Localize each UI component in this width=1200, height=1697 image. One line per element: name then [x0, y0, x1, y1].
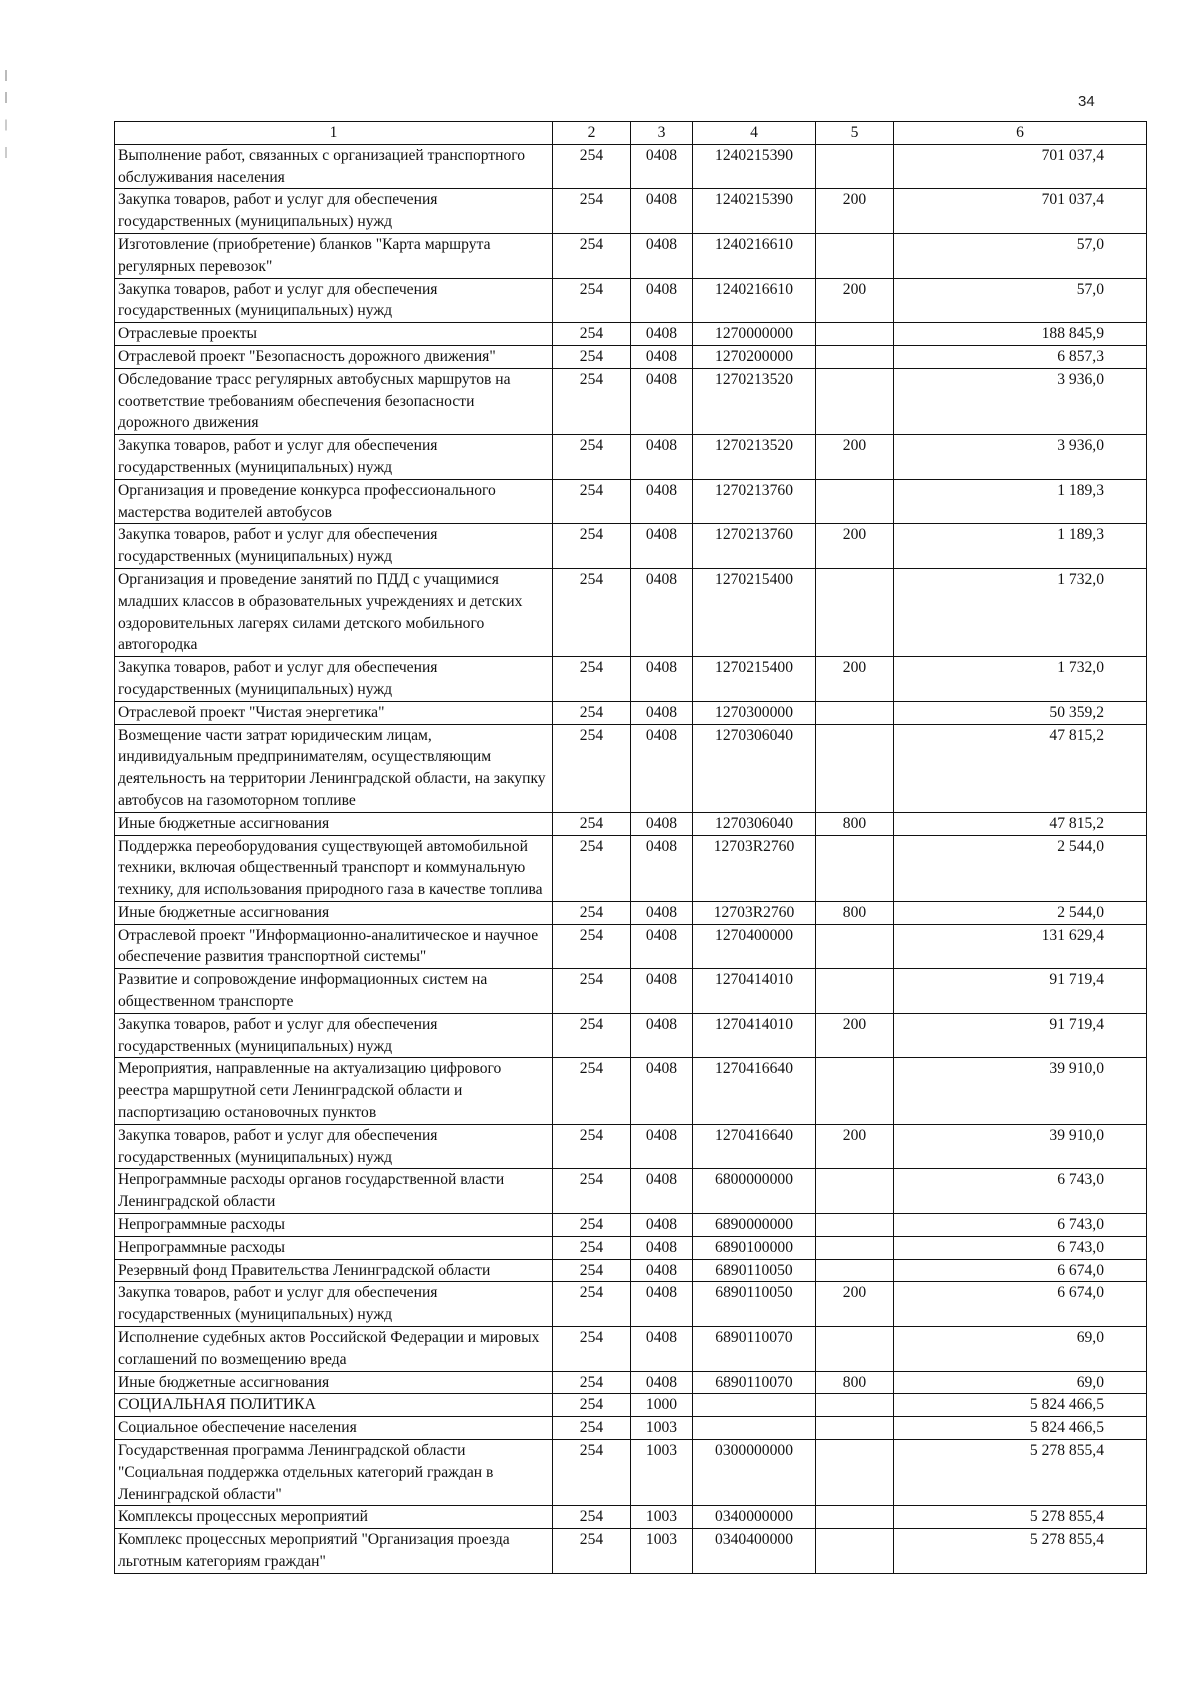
- expense-type-cell: [816, 1506, 894, 1529]
- grbs-code-cell: 254: [553, 1259, 631, 1282]
- item-name-cell: Обследование трасс регулярных автобусных маршрутов на соответствие требованиям обеспечения безопасности дорожного движения: [115, 368, 553, 434]
- amount-cell: 188 845,9: [894, 323, 1147, 346]
- item-name-cell: Государственная программа Ленинградской области "Социальная поддержка отдельных категорий граждан в Ленинградской области": [115, 1440, 553, 1506]
- amount-cell: 6 743,0: [894, 1236, 1147, 1259]
- amount-cell: 39 910,0: [894, 1124, 1147, 1169]
- table-row: [115, 812, 1147, 835]
- expense-type-cell: [816, 368, 894, 434]
- table-row: [115, 1169, 1147, 1214]
- expense-type-cell: [816, 233, 894, 278]
- expense-type-cell: 200: [816, 1124, 894, 1169]
- item-name-cell: Резервный фонд Правительства Ленинградской области: [115, 1259, 553, 1282]
- grbs-code-cell: 254: [553, 1394, 631, 1417]
- amount-cell: 5 824 466,5: [894, 1417, 1147, 1440]
- target-article-cell: 1270213760: [693, 524, 816, 569]
- expense-type-cell: [816, 924, 894, 969]
- table-row: [115, 1327, 1147, 1372]
- header-row: [115, 122, 1147, 145]
- table-row: [115, 189, 1147, 234]
- section-code-cell: 0408: [631, 345, 693, 368]
- target-article-cell: 6890110050: [693, 1282, 816, 1327]
- grbs-code-cell: 254: [553, 435, 631, 480]
- expense-type-cell: [816, 1236, 894, 1259]
- amount-cell: 3 936,0: [894, 435, 1147, 480]
- section-code-cell: 0408: [631, 233, 693, 278]
- item-name-cell: Развитие и сопровождение информационных систем на общественном транспорте: [115, 969, 553, 1014]
- header-cell: 3: [631, 122, 693, 145]
- target-article-cell: 12703R2760: [693, 835, 816, 901]
- table-body: [115, 144, 1147, 1573]
- item-name-cell: Исполнение судебных актов Российской Федерации и мировых соглашений по возмещению вреда: [115, 1327, 553, 1372]
- table-row: [115, 1259, 1147, 1282]
- section-code-cell: 1003: [631, 1529, 693, 1574]
- target-article-cell: 1270414010: [693, 969, 816, 1014]
- grbs-code-cell: 254: [553, 479, 631, 524]
- item-name-cell: Иные бюджетные ассигнования: [115, 812, 553, 835]
- grbs-code-cell: 254: [553, 1169, 631, 1214]
- section-code-cell: 0408: [631, 835, 693, 901]
- page-number: 34: [1078, 93, 1095, 110]
- target-article-cell: 1240215390: [693, 189, 816, 234]
- section-code-cell: 0408: [631, 657, 693, 702]
- item-name-cell: Закупка товаров, работ и услуг для обеспечения государственных (муниципальных) нужд: [115, 1124, 553, 1169]
- section-code-cell: 0408: [631, 924, 693, 969]
- table-row: [115, 1058, 1147, 1124]
- section-code-cell: 0408: [631, 969, 693, 1014]
- table-row: [115, 1282, 1147, 1327]
- grbs-code-cell: 254: [553, 1236, 631, 1259]
- target-article-cell: 1270306040: [693, 812, 816, 835]
- expense-type-cell: [816, 479, 894, 524]
- item-name-cell: Закупка товаров, работ и услуг для обеспечения государственных (муниципальных) нужд: [115, 278, 553, 323]
- table-row: [115, 1394, 1147, 1417]
- expense-type-cell: [816, 701, 894, 724]
- item-name-cell: Отраслевой проект "Информационно-аналитическое и научное обеспечение развития транспортной системы": [115, 924, 553, 969]
- item-name-cell: Иные бюджетные ассигнования: [115, 1371, 553, 1394]
- table-row: [115, 657, 1147, 702]
- target-article-cell: 1270215400: [693, 657, 816, 702]
- table-row: [115, 524, 1147, 569]
- grbs-code-cell: 254: [553, 812, 631, 835]
- table-row: [115, 724, 1147, 812]
- target-article-cell: 1270414010: [693, 1013, 816, 1058]
- amount-cell: 5 824 466,5: [894, 1394, 1147, 1417]
- amount-cell: 131 629,4: [894, 924, 1147, 969]
- target-article-cell: 1270416640: [693, 1058, 816, 1124]
- item-name-cell: Закупка товаров, работ и услуг для обеспечения государственных (муниципальных) нужд: [115, 435, 553, 480]
- item-name-cell: Закупка товаров, работ и услуг для обеспечения государственных (муниципальных) нужд: [115, 524, 553, 569]
- grbs-code-cell: 254: [553, 568, 631, 656]
- grbs-code-cell: 254: [553, 144, 631, 189]
- target-article-cell: 1240216610: [693, 278, 816, 323]
- item-name-cell: СОЦИАЛЬНАЯ ПОЛИТИКА: [115, 1394, 553, 1417]
- amount-cell: 6 674,0: [894, 1259, 1147, 1282]
- item-name-cell: Мероприятия, направленные на актуализацию цифрового реестра маршрутной сети Ленинградской области и паспортизацию остановочных пунктов: [115, 1058, 553, 1124]
- item-name-cell: Комплекс процессных мероприятий "Организация проезда льготным категориям граждан": [115, 1529, 553, 1574]
- target-article-cell: [693, 1394, 816, 1417]
- item-name-cell: Изготовление (приобретение) бланков "Карта маршрута регулярных перевозок": [115, 233, 553, 278]
- header-cell: 6: [894, 122, 1147, 145]
- amount-cell: 2 544,0: [894, 835, 1147, 901]
- amount-cell: 701 037,4: [894, 189, 1147, 234]
- amount-cell: 57,0: [894, 278, 1147, 323]
- grbs-code-cell: 254: [553, 657, 631, 702]
- table-row: [115, 924, 1147, 969]
- target-article-cell: 1270300000: [693, 701, 816, 724]
- item-name-cell: Социальное обеспечение населения: [115, 1417, 553, 1440]
- grbs-code-cell: 254: [553, 233, 631, 278]
- amount-cell: 6 674,0: [894, 1282, 1147, 1327]
- item-name-cell: Отраслевой проект "Чистая энергетика": [115, 701, 553, 724]
- target-article-cell: 0300000000: [693, 1440, 816, 1506]
- budget-table: [114, 121, 1147, 1574]
- grbs-code-cell: 254: [553, 323, 631, 346]
- target-article-cell: 1270215400: [693, 568, 816, 656]
- section-code-cell: 0408: [631, 1013, 693, 1058]
- amount-cell: 91 719,4: [894, 1013, 1147, 1058]
- expense-type-cell: [816, 835, 894, 901]
- expense-type-cell: [816, 969, 894, 1014]
- section-code-cell: 1003: [631, 1506, 693, 1529]
- expense-type-cell: [816, 1440, 894, 1506]
- expense-type-cell: [816, 1259, 894, 1282]
- grbs-code-cell: 254: [553, 1214, 631, 1237]
- table-row: [115, 323, 1147, 346]
- section-code-cell: 0408: [631, 1282, 693, 1327]
- section-code-cell: 0408: [631, 812, 693, 835]
- expense-type-cell: 800: [816, 1371, 894, 1394]
- amount-cell: 91 719,4: [894, 969, 1147, 1014]
- target-article-cell: 1270213520: [693, 368, 816, 434]
- expense-type-cell: [816, 144, 894, 189]
- grbs-code-cell: 254: [553, 368, 631, 434]
- amount-cell: 69,0: [894, 1327, 1147, 1372]
- item-name-cell: Отраслевые проекты: [115, 323, 553, 346]
- amount-cell: 5 278 855,4: [894, 1440, 1147, 1506]
- header-cell: 4: [693, 122, 816, 145]
- amount-cell: 1 732,0: [894, 568, 1147, 656]
- grbs-code-cell: 254: [553, 901, 631, 924]
- expense-type-cell: 200: [816, 1013, 894, 1058]
- grbs-code-cell: 254: [553, 1327, 631, 1372]
- amount-cell: 47 815,2: [894, 724, 1147, 812]
- table-row: [115, 1440, 1147, 1506]
- table-row: [115, 1013, 1147, 1058]
- item-name-cell: Закупка товаров, работ и услуг для обеспечения государственных (муниципальных) нужд: [115, 189, 553, 234]
- section-code-cell: 0408: [631, 1259, 693, 1282]
- table-row: [115, 1506, 1147, 1529]
- section-code-cell: 1003: [631, 1440, 693, 1506]
- table-row: [115, 233, 1147, 278]
- amount-cell: 5 278 855,4: [894, 1506, 1147, 1529]
- target-article-cell: 0340400000: [693, 1529, 816, 1574]
- grbs-code-cell: 254: [553, 189, 631, 234]
- grbs-code-cell: 254: [553, 1371, 631, 1394]
- section-code-cell: 0408: [631, 901, 693, 924]
- section-code-cell: 0408: [631, 1327, 693, 1372]
- grbs-code-cell: 254: [553, 1282, 631, 1327]
- grbs-code-cell: 254: [553, 1529, 631, 1574]
- target-article-cell: 6890110050: [693, 1259, 816, 1282]
- table-row: [115, 568, 1147, 656]
- target-article-cell: 1270213520: [693, 435, 816, 480]
- amount-cell: 701 037,4: [894, 144, 1147, 189]
- amount-cell: 1 189,3: [894, 524, 1147, 569]
- item-name-cell: Возмещение части затрат юридическим лицам, индивидуальным предпринимателям, осуществляющим деятельность на территории Ленинградской области, на закупку автобусов на газомоторном топливе: [115, 724, 553, 812]
- amount-cell: 2 544,0: [894, 901, 1147, 924]
- item-name-cell: Отраслевой проект "Безопасность дорожного движения": [115, 345, 553, 368]
- table-row: [115, 1371, 1147, 1394]
- amount-cell: 69,0: [894, 1371, 1147, 1394]
- expense-type-cell: [816, 1529, 894, 1574]
- item-name-cell: Выполнение работ, связанных с организацией транспортного обслуживания населения: [115, 144, 553, 189]
- table-row: [115, 835, 1147, 901]
- item-name-cell: Организация и проведение занятий по ПДД с учащимися младших классов в образовательных учреждениях и детских оздоровительных лагерях силами детского мобильного автогородка: [115, 568, 553, 656]
- target-article-cell: 6800000000: [693, 1169, 816, 1214]
- table-row: [115, 278, 1147, 323]
- grbs-code-cell: 254: [553, 1417, 631, 1440]
- target-article-cell: 12703R2760: [693, 901, 816, 924]
- scan-edge-mark: [5, 70, 7, 180]
- section-code-cell: 0408: [631, 724, 693, 812]
- item-name-cell: Непрограммные расходы: [115, 1214, 553, 1237]
- section-code-cell: 0408: [631, 1169, 693, 1214]
- expense-type-cell: 200: [816, 524, 894, 569]
- item-name-cell: Непрограммные расходы: [115, 1236, 553, 1259]
- expense-type-cell: 200: [816, 1282, 894, 1327]
- grbs-code-cell: 254: [553, 1440, 631, 1506]
- expense-type-cell: [816, 568, 894, 656]
- section-code-cell: 0408: [631, 1236, 693, 1259]
- expense-type-cell: [816, 724, 894, 812]
- target-article-cell: 6890100000: [693, 1236, 816, 1259]
- expense-type-cell: [816, 1214, 894, 1237]
- grbs-code-cell: 254: [553, 278, 631, 323]
- amount-cell: 6 743,0: [894, 1214, 1147, 1237]
- expense-type-cell: 200: [816, 435, 894, 480]
- expense-type-cell: [816, 1169, 894, 1214]
- grbs-code-cell: 254: [553, 1058, 631, 1124]
- item-name-cell: Иные бюджетные ассигнования: [115, 901, 553, 924]
- target-article-cell: 1270200000: [693, 345, 816, 368]
- amount-cell: 39 910,0: [894, 1058, 1147, 1124]
- amount-cell: 50 359,2: [894, 701, 1147, 724]
- section-code-cell: 0408: [631, 368, 693, 434]
- table-row: [115, 1529, 1147, 1574]
- section-code-cell: 0408: [631, 144, 693, 189]
- header-cell: 1: [115, 122, 553, 145]
- table-row: [115, 701, 1147, 724]
- item-name-cell: Комплексы процессных мероприятий: [115, 1506, 553, 1529]
- target-article-cell: 1270213760: [693, 479, 816, 524]
- section-code-cell: 0408: [631, 524, 693, 569]
- section-code-cell: 1000: [631, 1394, 693, 1417]
- item-name-cell: Поддержка переоборудования существующей автомобильной техники, включая общественный транспорт и коммунальную технику, для использования природного газа в качестве топлива: [115, 835, 553, 901]
- target-article-cell: [693, 1417, 816, 1440]
- grbs-code-cell: 254: [553, 924, 631, 969]
- expense-type-cell: [816, 1394, 894, 1417]
- expense-type-cell: [816, 1327, 894, 1372]
- table-row: [115, 901, 1147, 924]
- table-row: [115, 1417, 1147, 1440]
- amount-cell: 1 732,0: [894, 657, 1147, 702]
- amount-cell: 5 278 855,4: [894, 1529, 1147, 1574]
- table-row: [115, 368, 1147, 434]
- table-row: [115, 1214, 1147, 1237]
- header-cell: 5: [816, 122, 894, 145]
- section-code-cell: 0408: [631, 189, 693, 234]
- grbs-code-cell: 254: [553, 1506, 631, 1529]
- section-code-cell: 0408: [631, 1124, 693, 1169]
- item-name-cell: Закупка товаров, работ и услуг для обеспечения государственных (муниципальных) нужд: [115, 657, 553, 702]
- item-name-cell: Закупка товаров, работ и услуг для обеспечения государственных (муниципальных) нужд: [115, 1282, 553, 1327]
- amount-cell: 47 815,2: [894, 812, 1147, 835]
- target-article-cell: 1240216610: [693, 233, 816, 278]
- grbs-code-cell: 254: [553, 969, 631, 1014]
- expense-type-cell: [816, 345, 894, 368]
- section-code-cell: 0408: [631, 1214, 693, 1237]
- grbs-code-cell: 254: [553, 724, 631, 812]
- section-code-cell: 0408: [631, 701, 693, 724]
- target-article-cell: 6890110070: [693, 1371, 816, 1394]
- target-article-cell: 1270000000: [693, 323, 816, 346]
- item-name-cell: Закупка товаров, работ и услуг для обеспечения государственных (муниципальных) нужд: [115, 1013, 553, 1058]
- table-row: [115, 479, 1147, 524]
- target-article-cell: 1270416640: [693, 1124, 816, 1169]
- expense-type-cell: 800: [816, 812, 894, 835]
- target-article-cell: 1240215390: [693, 144, 816, 189]
- expense-type-cell: 200: [816, 278, 894, 323]
- table-row: [115, 1124, 1147, 1169]
- section-code-cell: 0408: [631, 479, 693, 524]
- expense-type-cell: [816, 1417, 894, 1440]
- expense-type-cell: 800: [816, 901, 894, 924]
- expense-type-cell: 200: [816, 657, 894, 702]
- amount-cell: 6 743,0: [894, 1169, 1147, 1214]
- section-code-cell: 0408: [631, 435, 693, 480]
- section-code-cell: 1003: [631, 1417, 693, 1440]
- amount-cell: 57,0: [894, 233, 1147, 278]
- grbs-code-cell: 254: [553, 1013, 631, 1058]
- amount-cell: 1 189,3: [894, 479, 1147, 524]
- section-code-cell: 0408: [631, 323, 693, 346]
- header-cell: 2: [553, 122, 631, 145]
- item-name-cell: Организация и проведение конкурса профессионального мастерства водителей автобусов: [115, 479, 553, 524]
- target-article-cell: 1270306040: [693, 724, 816, 812]
- expense-type-cell: 200: [816, 189, 894, 234]
- grbs-code-cell: 254: [553, 1124, 631, 1169]
- grbs-code-cell: 254: [553, 835, 631, 901]
- table-row: [115, 969, 1147, 1014]
- table-row: [115, 345, 1147, 368]
- grbs-code-cell: 254: [553, 345, 631, 368]
- table-row: [115, 144, 1147, 189]
- section-code-cell: 0408: [631, 1058, 693, 1124]
- item-name-cell: Непрограммные расходы органов государственной власти Ленинградской области: [115, 1169, 553, 1214]
- section-code-cell: 0408: [631, 278, 693, 323]
- table-row: [115, 435, 1147, 480]
- target-article-cell: 6890000000: [693, 1214, 816, 1237]
- target-article-cell: 1270400000: [693, 924, 816, 969]
- amount-cell: 3 936,0: [894, 368, 1147, 434]
- grbs-code-cell: 254: [553, 524, 631, 569]
- expense-type-cell: [816, 323, 894, 346]
- grbs-code-cell: 254: [553, 701, 631, 724]
- expense-type-cell: [816, 1058, 894, 1124]
- table-row: [115, 1236, 1147, 1259]
- target-article-cell: 6890110070: [693, 1327, 816, 1372]
- amount-cell: 6 857,3: [894, 345, 1147, 368]
- section-code-cell: 0408: [631, 1371, 693, 1394]
- target-article-cell: 0340000000: [693, 1506, 816, 1529]
- section-code-cell: 0408: [631, 568, 693, 656]
